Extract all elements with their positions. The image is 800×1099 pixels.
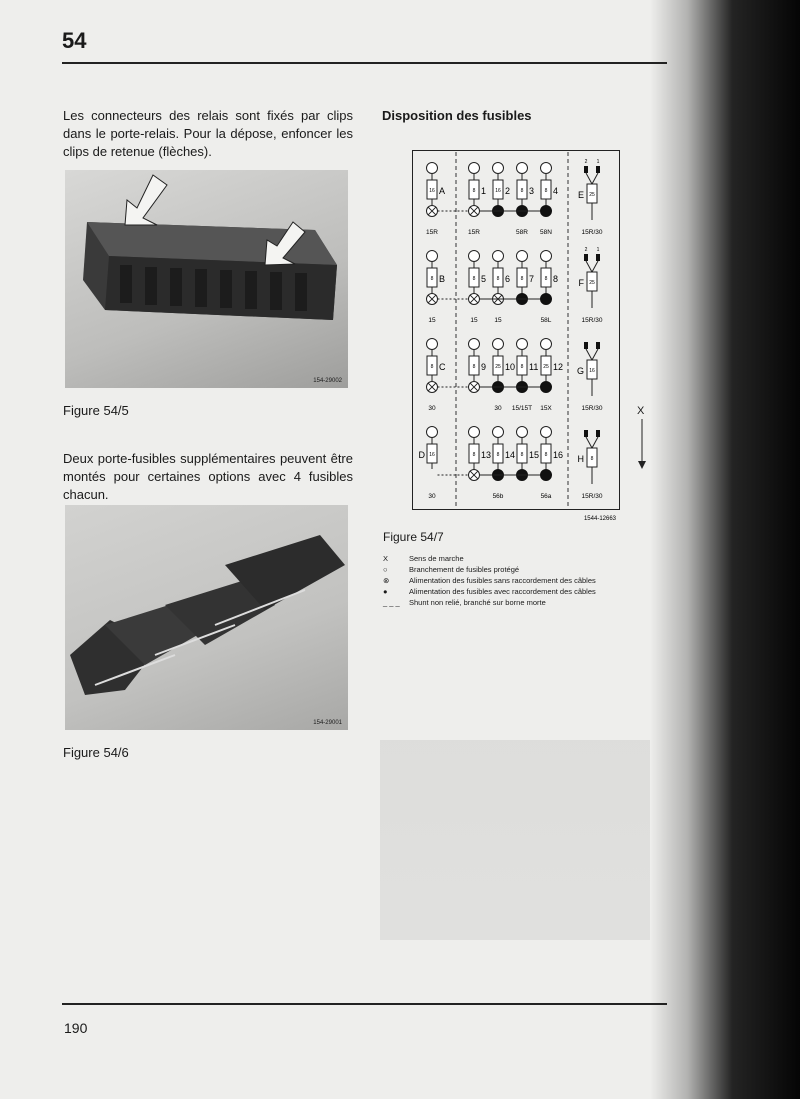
side-fuse-rating: 16 bbox=[589, 368, 595, 374]
section-title: Disposition des fusibles bbox=[382, 108, 532, 123]
paragraph-relay-connectors: Les connecteurs des relais sont fixés par clips dans le porte-relais. Pour la dépose, enfoncer les clips de retenue (flèches). bbox=[63, 108, 353, 159]
side-fuse-label: G bbox=[576, 366, 584, 376]
fuse-terminal-circle bbox=[469, 339, 480, 350]
fuse-rating: 8 bbox=[496, 276, 500, 282]
terminal-label: 56b bbox=[492, 493, 504, 500]
terminal-label: 56a bbox=[540, 493, 552, 500]
fuse-label: C bbox=[439, 362, 446, 372]
legend-item bbox=[383, 597, 596, 608]
legend-item bbox=[383, 586, 596, 597]
photo-ref-2: 154-29001 bbox=[313, 720, 342, 726]
legend-symbol: X bbox=[383, 554, 389, 563]
fuse-label: 1 bbox=[481, 186, 487, 196]
fuse-rating: 25 bbox=[495, 364, 501, 370]
terminal-label: 15 bbox=[428, 317, 436, 324]
figure-caption-54-6: Figure 54/6 bbox=[63, 745, 129, 760]
supply-connected-dot bbox=[541, 294, 552, 305]
side-terminal-label: 15R/30 bbox=[581, 493, 603, 500]
fuse-terminal-circle bbox=[541, 251, 552, 262]
fuse-terminal-circle bbox=[493, 251, 504, 262]
plug-pin bbox=[596, 254, 600, 261]
pin-label: 1 bbox=[596, 159, 600, 165]
fuse-terminal-circle bbox=[427, 427, 438, 438]
fuse-label: 10 bbox=[505, 362, 516, 372]
direction-label: X bbox=[637, 405, 645, 417]
fuse-rating: 8 bbox=[520, 364, 524, 370]
photo-ref-1: 154-29002 bbox=[313, 378, 342, 384]
fuse-label: 4 bbox=[553, 186, 559, 196]
plug-pin bbox=[596, 430, 600, 437]
bleed-through-image bbox=[380, 740, 650, 940]
fuse-label: 16 bbox=[553, 450, 564, 460]
fuse-label: 11 bbox=[529, 362, 539, 372]
fuse-rating: 8 bbox=[430, 276, 434, 282]
fuse-terminal-circle bbox=[541, 339, 552, 350]
fuse-rating: 25 bbox=[543, 364, 549, 370]
fuse-terminal-circle bbox=[541, 427, 552, 438]
terminal-label: 58L bbox=[540, 317, 552, 324]
photo-relay-carrier bbox=[65, 170, 348, 388]
direction-arrow-icon bbox=[632, 419, 652, 479]
fuse-rating: 8 bbox=[544, 452, 548, 458]
fuse-label: 6 bbox=[505, 274, 511, 284]
side-terminal-label: 15R/30 bbox=[581, 317, 603, 324]
legend-item bbox=[383, 553, 596, 564]
supply-connected-dot bbox=[541, 382, 552, 393]
fuse-rating: 8 bbox=[472, 276, 476, 282]
page-number: 54 bbox=[62, 28, 87, 53]
side-fuse-label: F bbox=[578, 278, 584, 288]
supply-connected-dot bbox=[541, 206, 552, 217]
terminal-label: 58N bbox=[540, 229, 552, 236]
terminal-label: 15R bbox=[468, 229, 480, 236]
plug-pin bbox=[596, 342, 600, 349]
fuse-label: 7 bbox=[529, 274, 535, 284]
plug-pin bbox=[584, 166, 588, 173]
fuse-rating: 16 bbox=[429, 188, 435, 194]
photo-fuse-holders bbox=[65, 505, 348, 730]
terminal-label: 15 bbox=[470, 317, 478, 324]
fuse-label: 12 bbox=[553, 362, 564, 372]
fuse-terminal-circle bbox=[427, 163, 438, 174]
fuse-terminal-circle bbox=[541, 163, 552, 174]
side-fuse-label: H bbox=[577, 454, 584, 464]
fuse-terminal-circle bbox=[469, 163, 480, 174]
pin-label: 2 bbox=[584, 247, 588, 253]
fuse-label: 5 bbox=[481, 274, 487, 284]
fuse-rating: 8 bbox=[520, 188, 524, 194]
page-edge-shadow bbox=[650, 0, 800, 1099]
pin-label: 2 bbox=[584, 159, 588, 165]
side-terminal-label: 15R/30 bbox=[581, 405, 603, 412]
fuse-rating: 8 bbox=[472, 188, 476, 194]
footer-rule bbox=[62, 1003, 667, 1005]
fuse-rating: 8 bbox=[472, 452, 476, 458]
fuse-diagram-svg bbox=[412, 150, 620, 522]
legend bbox=[383, 553, 596, 608]
legend-text: Alimentation des fusibles sans raccordement des câbles bbox=[409, 576, 596, 585]
fuse-holders-illustration bbox=[65, 505, 348, 730]
fuse-terminal-circle bbox=[517, 339, 528, 350]
fuse-rating: 8 bbox=[430, 364, 434, 370]
fuse-label: 8 bbox=[553, 274, 559, 284]
side-lead bbox=[592, 437, 598, 448]
fuse-label: 3 bbox=[529, 186, 535, 196]
fuse-label: B bbox=[439, 274, 446, 284]
plug-pin bbox=[584, 342, 588, 349]
header-rule bbox=[62, 62, 667, 64]
fuse-label: 14 bbox=[505, 450, 516, 460]
footer-page-number: 190 bbox=[64, 1020, 88, 1036]
fuse-label: A bbox=[439, 186, 446, 196]
fuse-label: 15 bbox=[529, 450, 540, 460]
fuse-label: 2 bbox=[505, 186, 511, 196]
terminal-label: 58R bbox=[516, 229, 528, 236]
fuse-terminal-circle bbox=[493, 163, 504, 174]
fuse-terminal-circle bbox=[427, 251, 438, 262]
side-fuse-rating: 25 bbox=[589, 192, 595, 198]
fuse-rating: 8 bbox=[520, 276, 524, 282]
side-fuse-rating: 25 bbox=[589, 280, 595, 286]
fuse-rating: 8 bbox=[520, 452, 524, 458]
legend-item bbox=[383, 564, 596, 575]
fuse-rating: 16 bbox=[429, 452, 435, 458]
fuse-terminal-circle bbox=[493, 427, 504, 438]
side-terminal-label: 15R/30 bbox=[581, 229, 603, 236]
paragraph-extra-fuse-holders: Deux porte-fusibles supplémentaires peuvent être montés pour certaines options avec 4 fusibles chacun. bbox=[63, 451, 353, 502]
legend-symbol: _ _ _ bbox=[383, 598, 400, 607]
legend-text: Alimentation des fusibles avec raccordement des câbles bbox=[409, 587, 596, 596]
fuse-rating: 8 bbox=[496, 452, 500, 458]
plug-pin bbox=[584, 430, 588, 437]
relay-carrier-illustration bbox=[65, 170, 348, 388]
fuse-rating: 16 bbox=[495, 188, 501, 194]
figure-ref: 1544-12663 bbox=[583, 516, 616, 522]
side-lead bbox=[592, 261, 598, 272]
side-fuse-label: E bbox=[577, 190, 584, 200]
fuse-layout-diagram bbox=[412, 150, 620, 522]
terminal-label: 30 bbox=[428, 493, 436, 500]
legend-symbol: ● bbox=[383, 587, 388, 596]
figure-caption-54-7: Figure 54/7 bbox=[383, 530, 444, 544]
fuse-rating: 8 bbox=[472, 364, 476, 370]
fuse-terminal-circle bbox=[493, 339, 504, 350]
figure-caption-54-5: Figure 54/5 bbox=[63, 403, 129, 418]
fuse-label: 9 bbox=[481, 362, 487, 372]
side-lead bbox=[586, 349, 592, 360]
fuse-terminal-circle bbox=[517, 163, 528, 174]
terminal-label: 30 bbox=[494, 405, 502, 412]
fuse-terminal-circle bbox=[469, 251, 480, 262]
fuse-rating: 8 bbox=[544, 188, 548, 194]
legend-item bbox=[383, 575, 596, 586]
side-lead bbox=[592, 349, 598, 360]
legend-text: Sens de marche bbox=[409, 554, 464, 563]
fuse-terminal-circle bbox=[517, 427, 528, 438]
fuse-terminal-circle bbox=[427, 339, 438, 350]
legend-symbol: ⊗ bbox=[383, 576, 390, 585]
legend-text: Shunt non relié, branché sur borne morte bbox=[409, 598, 546, 607]
terminal-label: 15R bbox=[426, 229, 438, 236]
fuse-label: D bbox=[418, 450, 425, 460]
plug-pin bbox=[596, 166, 600, 173]
fuse-label: 13 bbox=[481, 450, 492, 460]
terminal-label: 30 bbox=[428, 405, 436, 412]
side-lead bbox=[586, 261, 592, 272]
pin-label: 1 bbox=[596, 247, 600, 253]
legend-symbol: ○ bbox=[383, 565, 388, 574]
side-lead bbox=[592, 173, 598, 184]
supply-connected-dot bbox=[541, 470, 552, 481]
terminal-label: 15X bbox=[540, 405, 552, 412]
fuse-terminal-circle bbox=[517, 251, 528, 262]
side-fuse-rating: 8 bbox=[590, 456, 594, 462]
legend-text: Branchement de fusibles protégé bbox=[409, 565, 520, 574]
direction-indicator bbox=[632, 405, 652, 470]
side-lead bbox=[586, 173, 592, 184]
side-lead bbox=[586, 437, 592, 448]
fuse-terminal-circle bbox=[469, 427, 480, 438]
terminal-label: 15 bbox=[494, 317, 502, 324]
plug-pin bbox=[584, 254, 588, 261]
arrow-left bbox=[125, 175, 167, 225]
terminal-label: 15/15T bbox=[511, 405, 533, 412]
fuse-rating: 8 bbox=[544, 276, 548, 282]
